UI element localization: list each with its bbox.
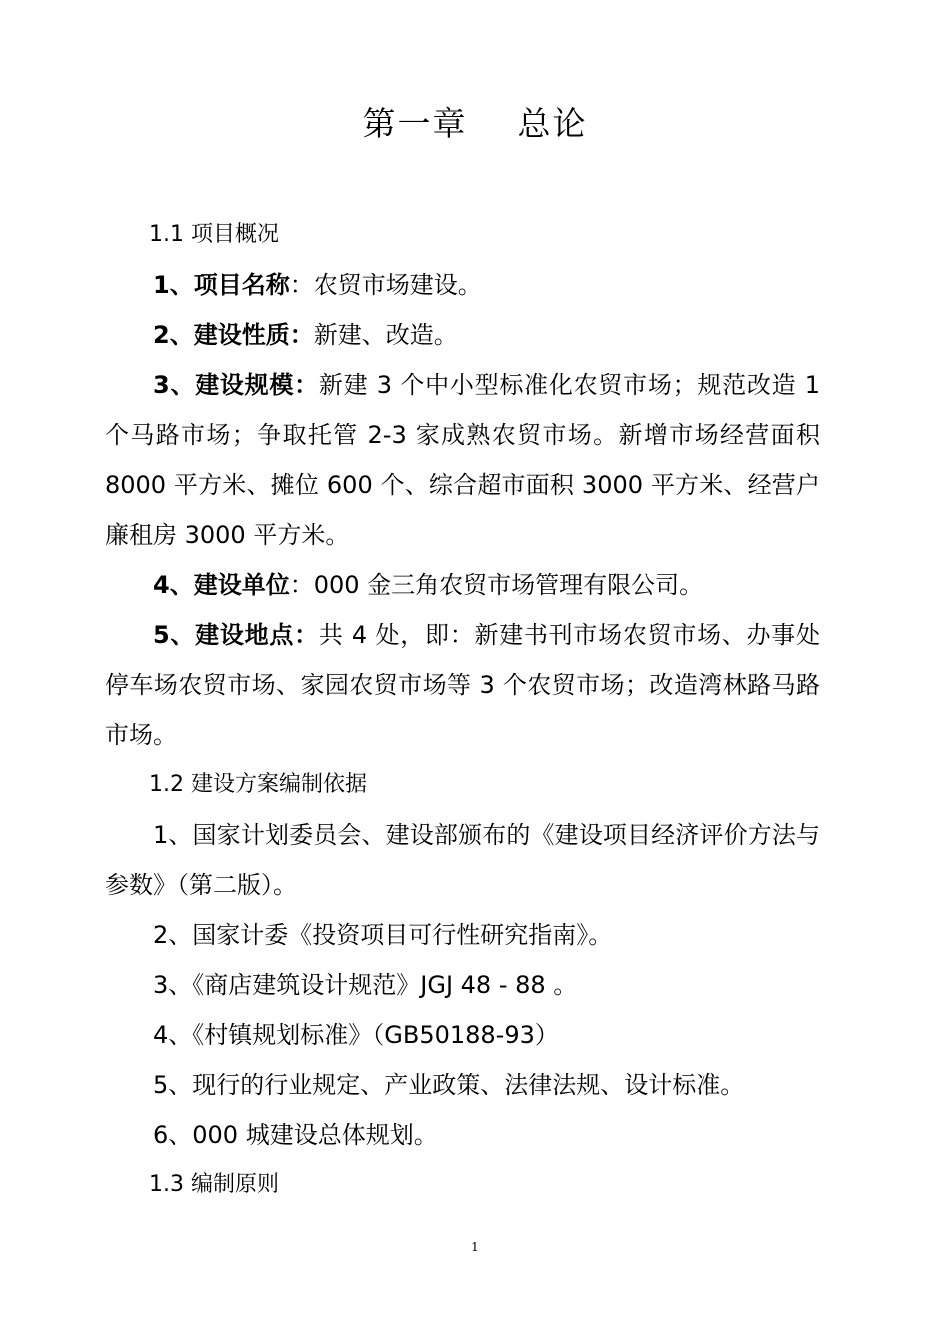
- paragraph-text: 1.2 建设方案编制依据: [149, 772, 367, 797]
- paragraph-text: 1.3 编制原则: [149, 1172, 279, 1197]
- paragraph-text: 1.1 项目概况: [149, 222, 279, 247]
- paragraph-text: 4、《村镇规划标准》（GB50188-93）: [153, 1021, 559, 1049]
- item-text: ：农贸市场建设。: [289, 271, 482, 299]
- basis-item-6: [105, 1110, 820, 1160]
- basis-item-1: [105, 810, 820, 910]
- item-construction-nature: [105, 310, 820, 360]
- basis-item-2: [105, 910, 820, 960]
- item-label: 4、建设单位: [153, 571, 290, 599]
- item-text: ：000 金三角农贸市场管理有限公司。: [289, 571, 704, 599]
- basis-item-3: [105, 960, 820, 1010]
- page-number: 1: [471, 1240, 479, 1254]
- paragraph-text: 2、国家计委《投资项目可行性研究指南》。: [153, 921, 613, 949]
- paragraph-text: 5、现行的行业规定、产业政策、法律法规、设计标准。: [153, 1071, 745, 1099]
- basis-item-4: [105, 1010, 820, 1060]
- chapter-title: 第一章 总论: [362, 104, 588, 143]
- basis-item-5: [105, 1060, 820, 1110]
- item-label: 1、项目名称: [153, 271, 290, 299]
- item-project-name: [105, 260, 820, 310]
- section-heading-1-3: [105, 1160, 820, 1210]
- item-construction-unit: [105, 560, 820, 610]
- paragraph-text: 1、国家计划委员会、建设部颁布的《建设项目经济评价方法与参数》（第二版）。: [105, 821, 820, 899]
- item-label: 5、建设地点：: [153, 621, 319, 649]
- section-heading-1-2: [105, 760, 820, 810]
- item-construction-scale: [105, 360, 820, 560]
- item-label: 2、建设性质：: [153, 321, 314, 349]
- paragraph-text: 6、000 城建设总体规划。: [153, 1121, 438, 1149]
- item-label: 3、建设规模：: [153, 371, 319, 399]
- section-heading-1-1: [105, 210, 820, 260]
- item-text: 共 4 处，即：新建书刊市场农贸市场、办事处停车场农贸市场、家园农贸市场等 3 个农贸市场；改造湾林路马路市场。: [105, 621, 820, 749]
- item-construction-location: [105, 610, 820, 760]
- paragraph-text: 3、《商店建筑设计规范》JGJ 48 - 88 。: [153, 971, 578, 999]
- item-text: 新建 3 个中小型标准化农贸市场；规范改造 1 个马路市场；争取托管 2-3 家成熟农贸市场。新增市场经营面积 8000 平方米、摊位 600 个、综合超市面积 3000 平方米、经营户廉租房 3000 平方米。: [105, 371, 820, 549]
- item-text: 新建、改造。: [313, 321, 458, 349]
- document-body: [105, 210, 820, 1210]
